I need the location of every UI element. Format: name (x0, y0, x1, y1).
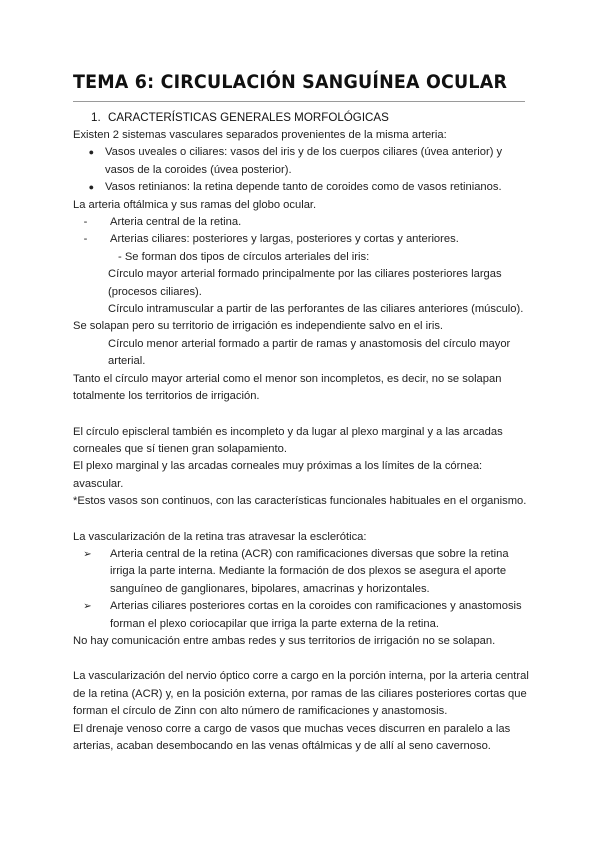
section-title: CARACTERÍSTICAS GENERALES MORFOLÓGICAS (108, 111, 389, 124)
list-item-text: vasos de la coroides (úvea posterior). (105, 163, 292, 176)
bullet-icon: ● (88, 147, 94, 158)
page-title: TEMA 6: CIRCULACIÓN SANGUÍNEA OCULAR (73, 71, 508, 93)
paragraph: forman el círculo de Zinn con alto número de ramificaciones y anastomosis. (73, 705, 448, 718)
list-item (73, 231, 543, 248)
list-item-text: Vasos retinianos: la retina depende tanto de coroides como de vasos retinianos. (105, 181, 502, 194)
list-item-text: irriga la parte interna. Mediante la formación de dos plexos se asegura el aporte (110, 565, 507, 578)
list-item-text: Arteria central de la retina (ACR) con ramificaciones diversas que sobre la retina (110, 547, 509, 560)
paragraph: La vascularización de la retina tras atravesar la esclerótica: (73, 530, 367, 543)
list-item-text: Arterias ciliares: posteriores y largas, posteriores y cortas y anteriores. (110, 233, 459, 246)
paragraph: No hay comunicación entre ambas redes y sus territorios de irrigación no se solapan. (73, 634, 496, 647)
arrow-bullet-icon: ➢ (83, 548, 92, 560)
paragraph: La arteria oftálmica y sus ramas del globo ocular. (73, 198, 317, 211)
paragraph: El plexo marginal y las arcadas corneales muy próximas a los límites de la córnea: (73, 460, 483, 473)
list-item-text: forman el plexo coriocapilar que irriga la parte externa de la retina. (110, 617, 439, 630)
paragraph: El círculo episcleral también es incompleto y da lugar al plexo marginal y a las arcadas (73, 425, 503, 438)
indented-text: Círculo mayor arterial formado principalmente por las ciliares posteriores largas (108, 268, 502, 281)
list-item (73, 214, 543, 231)
paragraph: arterias, acaban desembocando en las venas oftálmicas y de allí al seno cavernoso. (73, 740, 491, 752)
list-item (73, 179, 543, 196)
section-heading (91, 108, 543, 127)
indented-text: (procesos ciliares). (108, 285, 202, 298)
arrow-bullet-icon: ➢ (83, 601, 92, 613)
dash-icon: - (83, 233, 88, 246)
list-item (73, 546, 543, 598)
list-item (73, 144, 543, 179)
paragraph: *Estos vasos son continuos, con las características funcionales habituales en el organismo. (73, 495, 527, 508)
paragraph: de la retina (ACR) y, en la posición externa, por ramas de las ciliares posteriores cortas que (73, 687, 527, 700)
paragraph: corneales que sí tienen gran solapamiento. (73, 442, 287, 455)
paragraph: avascular. (73, 477, 124, 490)
list-item-text: Vasos uveales o ciliares: vasos del iris y de los cuerpos ciliares (úvea anterior) y (105, 146, 503, 159)
title-divider (73, 101, 525, 102)
document-body (73, 108, 543, 755)
sub-list-heading: - Se forman dos tipos de círculos arteriales del iris: (118, 250, 370, 263)
list-item (73, 598, 543, 633)
list-item-text: sanguíneo de ganglionares, bipolares, amacrinas y horizontales. (110, 582, 430, 595)
paragraph: Existen 2 sistemas vasculares separados provenientes de la misma arteria: (73, 129, 447, 141)
paragraph: El drenaje venoso corre a cargo de vasos que muchas veces discurren en paralelo a las (73, 722, 511, 735)
list-item-text: Arteria central de la retina. (110, 216, 242, 229)
bullet-icon: ● (88, 182, 94, 193)
indented-text: Círculo intramuscular a partir de las perforantes de las ciliares anteriores (músculo). (108, 303, 524, 316)
paragraph: Tanto el círculo mayor arterial como el menor son incompletos, es decir, no se solapan (73, 372, 502, 385)
list-item-text: Arterias ciliares posteriores cortas en la coroides con ramificaciones y anastomosis (110, 600, 522, 613)
dash-icon: - (83, 216, 88, 229)
section-number: 1. (91, 111, 101, 124)
paragraph: totalmente los territorios de irrigación. (73, 390, 260, 403)
indented-text: Círculo menor arterial formado a partir de ramas y anastomosis del círculo mayor (108, 337, 511, 350)
paragraph: La vascularización del nervio óptico corre a cargo en la porción interna, por la arteria central (73, 670, 529, 683)
indented-text: arterial. (108, 355, 146, 368)
paragraph: Se solapan pero su territorio de irrigación es independiente salvo en el iris. (73, 320, 444, 333)
